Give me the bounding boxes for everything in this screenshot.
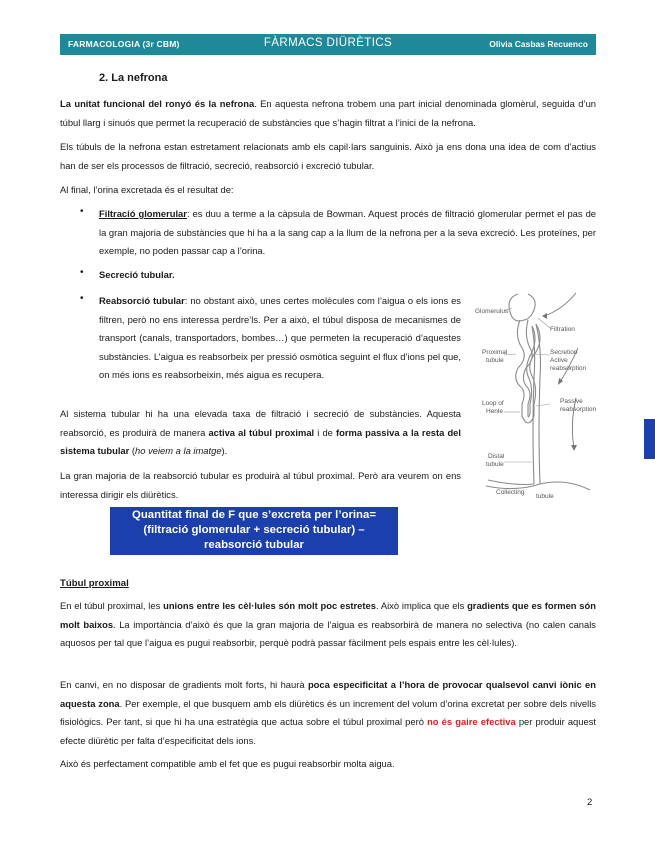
bullet-filtration-title: Filtració glomerular xyxy=(99,208,187,219)
p1-text: . En aquesta nefrona trobem una part inicial denominada glomèrul, seguida d’un túbul llarg i sinuós que permet la recuperació de substàncies que s’hagin filtrat a l’inici de la nefrona. xyxy=(60,98,596,128)
arrow-heads xyxy=(542,313,577,451)
paragraph-unit-function xyxy=(60,95,596,132)
label-distal: Distal xyxy=(488,453,505,460)
p7-bold-1: poca especificitat a l’hora de provocar qualsevol canvi iònic en aquesta zona xyxy=(60,679,596,709)
header-bar xyxy=(60,34,596,55)
bullet-filtration xyxy=(99,205,596,261)
paragraph-proximal-unions xyxy=(60,597,596,653)
paragraph-specificity xyxy=(60,676,596,750)
label-collecting-tubule: tubule xyxy=(536,493,554,500)
bullet-dot: • xyxy=(80,267,84,278)
page-number: 2 xyxy=(587,797,593,808)
paragraph-majority-proximal: La gran majoria de la reabsorció tubular es produirà al túbul proximal. Però ara veurem on ens interessa dirigir els diürètics. xyxy=(60,470,461,500)
p1-bold: La unitat funcional del ronyó és la nefrona xyxy=(60,98,255,109)
formula-line-2: (filtració glomerular + secreció tubular) – xyxy=(143,524,365,536)
p7-text-3: per produir aquest efecte diürètic per falta d’especificitat dels ions. xyxy=(60,716,596,746)
p4-text-3: ( xyxy=(129,445,136,456)
formula-line-3: reabsorció tubular xyxy=(203,539,304,551)
p4-text-4: ). xyxy=(221,445,228,456)
formula-box xyxy=(110,507,398,555)
formula-line-1: Quantitat final de F que s’excreta per l’orina= xyxy=(131,509,376,521)
label-glomerulus: Glomerulus xyxy=(475,308,509,315)
section-title: 2. La nefrona xyxy=(99,72,168,84)
paragraph-water-reabsorption: Això és perfectament compatible amb el fet que es pugui reabsorbir molta aigua. xyxy=(60,758,395,769)
bullet-reabsorption-text: : no obstant això, unes certes molècules com l’aigua o els ions es filtren, però no ens interessa perdre’ls. Per a això, el túbul disposa de mecanismes de transport (canals, transportadors, bombes…) que permeten la recuperació d’aquestes substàncies. L’aigua es reabsorbeix per pressió osmòtica seguint el flux d’ions pel que, on més ions es reabsorbeixin, més aigua es recupera. xyxy=(99,295,461,380)
paragraph-urine-result: Al final, l’orina excretada és el resultat de: xyxy=(60,184,234,195)
bullet-filtration-text: : es duu a terme a la càpsula de Bowman. Aquest procés de filtració glomerular permet el pas de la gran majoria de substàncies que hi ha a la sang cap a la llum de la nefrona per a la seva excreció. Les proteïnes, per exemple, no poden passar cap a l’orina. xyxy=(99,208,596,256)
header-course: FARMACOLOGIA (3r CBM) xyxy=(68,39,180,49)
label-proximal-tubule: tubule xyxy=(486,357,504,364)
p6-text-1: En el túbul proximal, les xyxy=(60,600,164,611)
paragraph-tubules: Els túbuls de la nefrona estan estretament relacionats amb els capil·lars sanguinis. Això ja ens dona una idea de com d’actius han de ser els processos de filtració, secreció, reabsorció i excreció tubular. xyxy=(60,141,596,171)
label-collecting: Collecting xyxy=(496,489,525,496)
label-secretion: Secretion xyxy=(550,349,578,356)
p7-text-2: . Per exemple, el que busquem amb els diürètics és un increment del volum d’orina excretat per sobre dels nivells fisiològics. Per tant, si que hi ha una estratègia que actua sobre el túbul proximal però xyxy=(60,697,596,727)
p6-text-3: . La importància d’això és que la gran majoria de l’aigua es reabsorbirà de manera no selectiva (no calen canals aquosos per tal que l’aigua es pugui reabsorbir, perquè podrà passar fàcilment pels espais entre les cèl·lules). xyxy=(60,618,596,648)
p7-red-highlight: no és gaire efectiva xyxy=(427,716,516,727)
header-title: FÀRMACS DIÜRÈTICS xyxy=(263,37,393,49)
label-active: Active xyxy=(550,357,568,364)
label-passive: Passive xyxy=(560,398,583,405)
paragraph-tubular-system xyxy=(60,405,461,461)
p4-text-2: i de xyxy=(314,426,336,438)
bullet-dot: • xyxy=(80,206,84,217)
label-loop: Loop of xyxy=(482,400,504,407)
bullet-reabsorption xyxy=(99,292,461,385)
bullet-secretion xyxy=(99,266,596,285)
label-passive-reabsorption: reabsorption xyxy=(560,406,597,413)
p6-bold-2: gradients que es formen són molt baixos xyxy=(60,600,596,630)
label-active-reabsorption: reabsorption xyxy=(550,365,587,372)
label-filtration: Filtration xyxy=(550,326,575,333)
nephron-diagram xyxy=(466,288,608,503)
edge-marker xyxy=(644,419,655,459)
p4-bold-1: activa al túbul proximal xyxy=(208,426,315,438)
bullet-reabsorption-title: Reabsorció tubular xyxy=(99,295,185,306)
subheading-proximal-tubule: Túbul proximal xyxy=(60,578,129,589)
header-author: Olivia Casbas Recuenco xyxy=(489,39,588,49)
p6-text-2: . Això implica que els xyxy=(375,600,468,611)
label-distal-tubule: tubule xyxy=(486,461,504,468)
p4-text-1: Al sistema tubular hi ha una elevada taxa de filtració i secreció de substàncies. Aquesta reabsorció, es produirà de manera xyxy=(60,408,461,438)
label-leaders xyxy=(504,308,550,462)
bullet-dot: • xyxy=(80,293,84,304)
p7-text-1: En canvi, en no disposar de gradients molt forts, hi haurà xyxy=(60,679,308,690)
p4-bold-2: forma passiva a la resta del sistema tubular xyxy=(60,426,461,456)
p4-italic: ho veiem a la imatge xyxy=(135,445,222,456)
bullet-secretion-title: Secreció tubular. xyxy=(99,269,175,280)
label-proximal: Proximal xyxy=(482,349,508,356)
label-henle: Henle xyxy=(486,408,503,415)
p6-bold-1: unions entre les cèl·lules són molt poc estretes xyxy=(163,600,376,611)
